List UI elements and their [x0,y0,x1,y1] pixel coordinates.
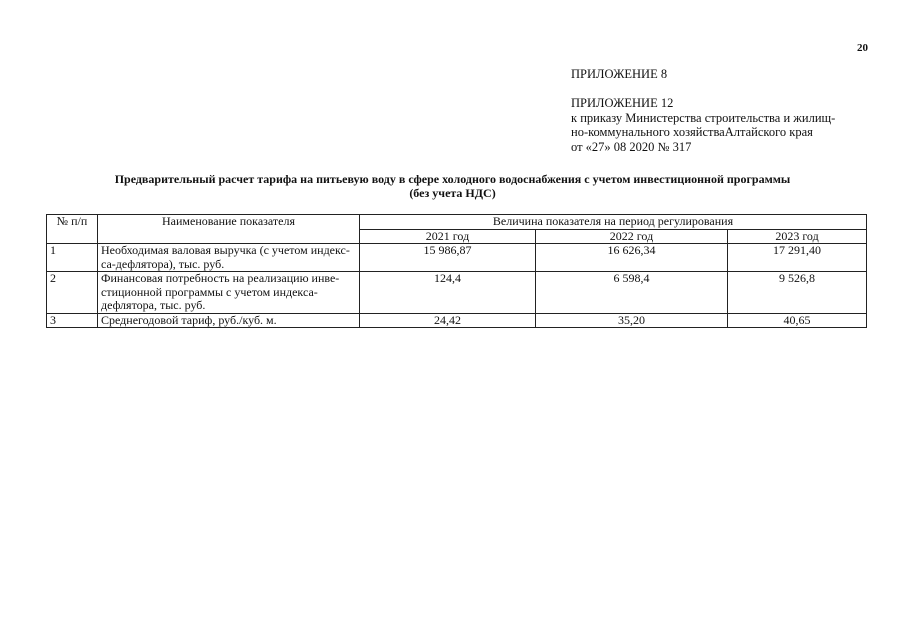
header-number: № п/п [47,215,98,244]
header-year-2022: 2022 год [536,229,728,244]
page-number: 20 [857,42,868,54]
document-title-line-1: Предварительный расчет тарифа на питьевую воду в сфере холодного водоснабжения с учетом инвестиционной программы [114,172,791,186]
document-title-line-2: (без учета НДС) [409,186,496,200]
row-number: 1 [47,244,98,272]
tariff-table [46,214,867,328]
document-title [60,172,845,200]
appendix-12-order-line: к приказу Министерства строительства и жилищ- [571,110,836,125]
row-value-2021: 24,42 [360,313,536,328]
row-number: 2 [47,272,98,314]
row-number: 3 [47,313,98,328]
header-regulation-period: Величина показателя на период регулирования [360,215,867,230]
row-indicator-name: Среднегодовой тариф, руб./куб. м. [98,313,360,328]
header-year-2023: 2023 год [728,229,867,244]
table-row [47,244,867,272]
appendix-8-label: ПРИЛОЖЕНИЕ 8 [571,67,668,81]
table-header-row [47,215,867,230]
row-value-2021: 15 986,87 [360,244,536,272]
row-value-2022: 6 598,4 [536,272,728,314]
row-value-2021: 124,4 [360,272,536,314]
row-indicator-name: Необходимая валовая выручка (с учетом индекс-са-дефлятора), тыс. руб. [98,244,360,272]
row-value-2023: 40,65 [728,313,867,328]
row-indicator-name: Финансовая потребность на реализацию инве-стиционной программы с учетом индекса-дефлятора, тыс. руб. [98,272,360,314]
row-value-2022: 35,20 [536,313,728,328]
header-indicator-name: Наименование показателя [98,215,360,244]
table-row [47,272,867,314]
appendix-12-ministry-line: но-коммунального хозяйстваАлтайского края [571,125,813,139]
appendix-12-block [571,96,835,154]
table-row [47,313,867,328]
row-value-2023: 17 291,40 [728,244,867,272]
appendix-12-title: ПРИЛОЖЕНИЕ 12 [571,96,674,110]
row-value-2022: 16 626,34 [536,244,728,272]
row-value-2023: 9 526,8 [728,272,867,314]
header-year-2021: 2021 год [360,229,536,244]
appendix-12-date-line: от «27» 08 2020 № 317 [571,139,692,154]
